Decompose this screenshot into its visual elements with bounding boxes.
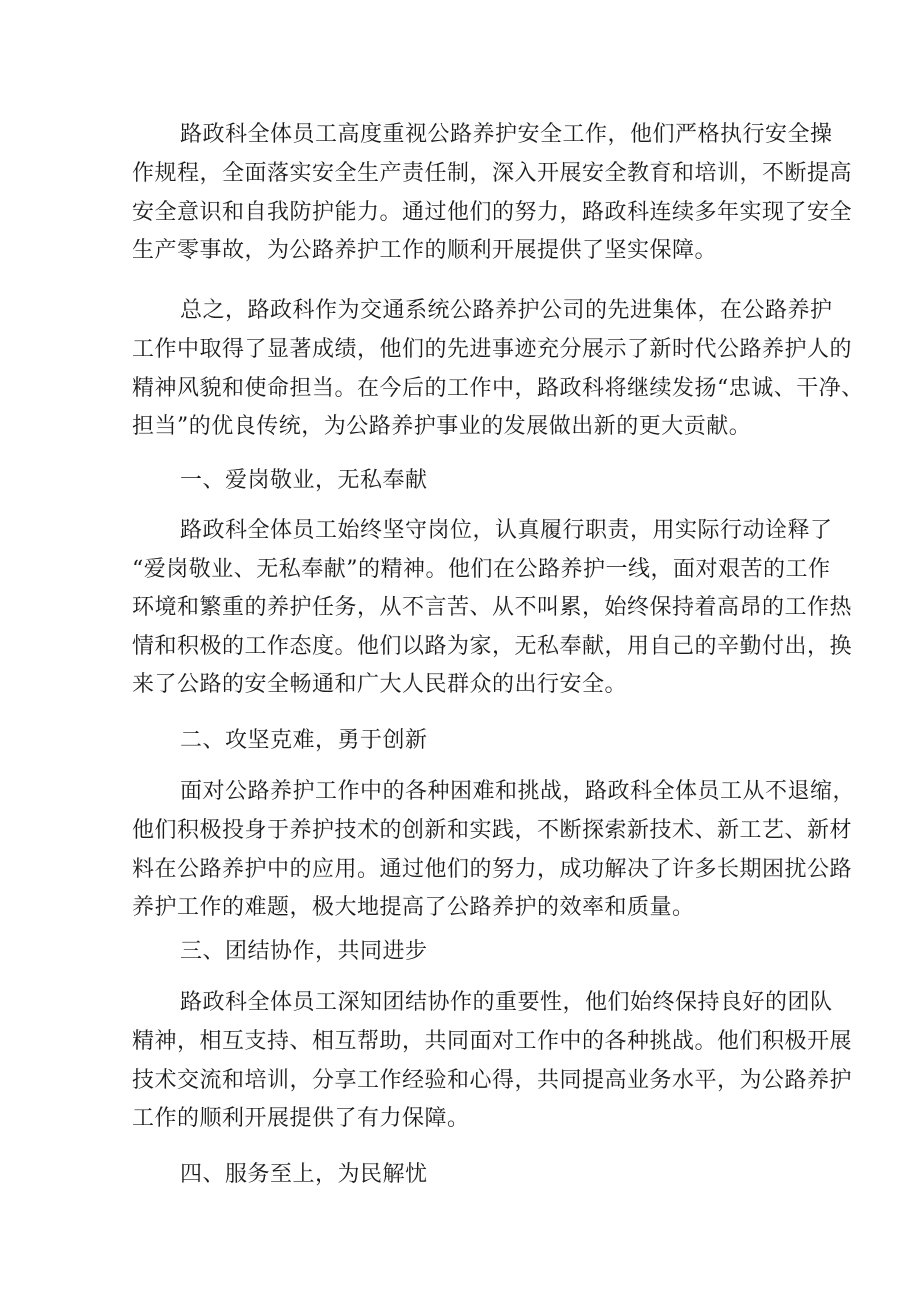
paragraph-line: 路政科全体员工始终坚守岗位，认真履行职责，用实际行动诠释了 — [180, 518, 833, 543]
section-heading: 一、爱岗敬业，无私奉献 — [180, 468, 428, 493]
paragraph-line: 精神，相互支持、相互帮助，共同面对工作中的各种挑战。他们积极开展 — [132, 1029, 853, 1054]
paragraph-line: 面对公路养护工作中的各种困难和挑战，路政科全体员工从不退缩， — [180, 779, 856, 804]
paragraph-line: 生产零事故，为公路养护工作的顺利开展提供了坚实保障。 — [132, 238, 718, 263]
section-heading: 二、攻坚克难，勇于创新 — [180, 728, 428, 753]
paragraph-line: 来了公路的安全畅通和广大人民群众的出行安全。 — [132, 672, 628, 697]
paragraph-line: 作规程，全面落实安全生产责任制，深入开展安全教育和培训，不断提高 — [132, 161, 853, 186]
paragraph-line: 工作中取得了显著成绩，他们的先进事迹充分展示了新时代公路养护人的 — [132, 337, 853, 362]
paragraph-line: 担当”的优良传统，为公路养护事业的发展做出新的更大贡献。 — [132, 414, 752, 439]
section-heading: 三、团结协作，共同进步 — [180, 939, 428, 964]
paragraph-line: 总之，路政科作为交通系统公路养护公司的先进集体，在公路养护 — [180, 298, 833, 323]
paragraph-line: 他们积极投身于养护技术的创新和实践，不断探索新技术、新工艺、新材 — [132, 818, 853, 843]
paragraph-line: 精神风貌和使命担当。在今后的工作中，路政科将继续发扬“忠诚、干净、 — [132, 376, 864, 401]
paragraph-line: 安全意识和自我防护能力。通过他们的努力，路政科连续多年实现了安全 — [132, 200, 853, 225]
paragraph-line: 技术交流和培训，分享工作经验和心得，共同提高业务水平，为公路养护 — [132, 1068, 853, 1093]
paragraph-line: 环境和繁重的养护任务，从不言苦、从不叫累，始终保持着高昂的工作热 — [132, 595, 853, 620]
section-heading: 四、服务至上，为民解忧 — [180, 1162, 428, 1187]
paragraph-line: 料在公路养护中的应用。通过他们的努力，成功解决了许多长期困扰公路 — [132, 857, 853, 882]
paragraph-line: 路政科全体员工深知团结协作的重要性，他们始终保持良好的团队 — [180, 990, 833, 1015]
paragraph-line: 情和积极的工作态度。他们以路为家，无私奉献，用自己的辛勤付出，换 — [132, 634, 853, 659]
paragraph-line: 路政科全体员工高度重视公路养护安全工作，他们严格执行安全操 — [180, 122, 833, 147]
paragraph-line: 工作的顺利开展提供了有力保障。 — [132, 1106, 470, 1131]
paragraph-line: “爱岗敬业、无私奉献”的精神。他们在公路养护一线，面对艰苦的工作 — [132, 557, 831, 582]
paragraph-line: 养护工作的难题，极大地提高了公路养护的效率和质量。 — [132, 895, 695, 920]
